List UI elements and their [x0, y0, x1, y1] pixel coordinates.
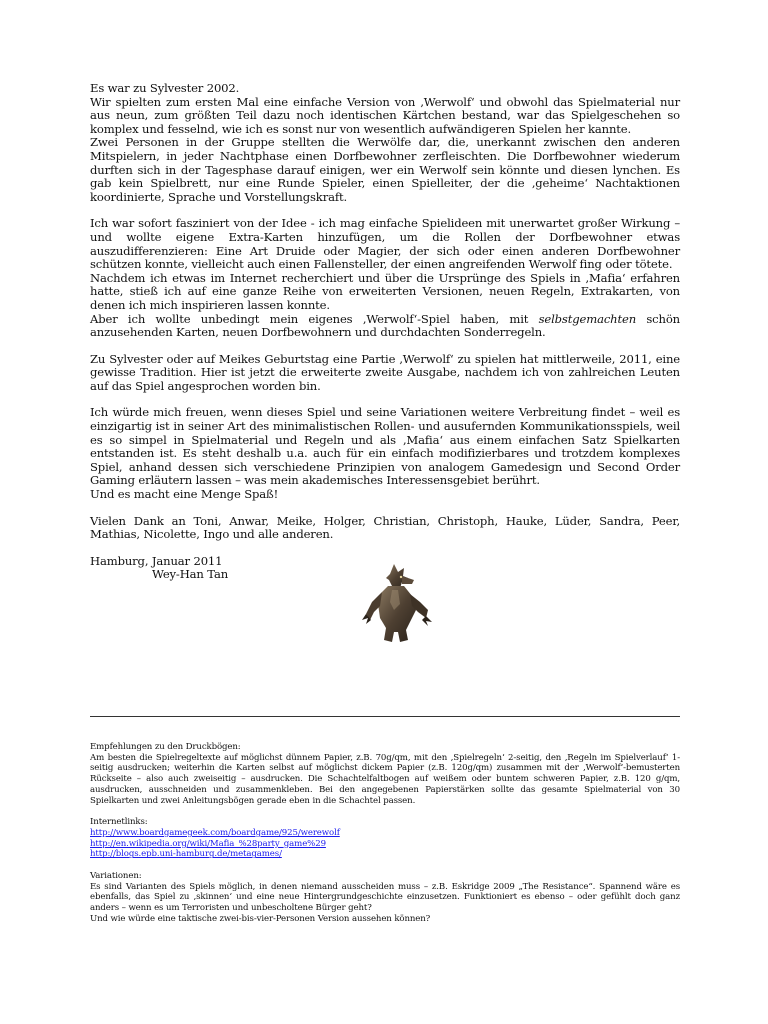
- own-game-text-b: schön anzusehenden Karten, neuen Dorfbewohnern und durchdachten Sonderregeln.: [90, 311, 680, 340]
- intro-line: Es war zu Sylvester 2002.: [90, 81, 240, 95]
- own-game-paragraph: [90, 313, 680, 340]
- thanks-paragraph: Vielen Dank an Toni, Anwar, Meike, Holger, Christian, Christoph, Hauke, Lüder, Sandra, Peer, Mathias, Nicolette, Ingo und alle anderen.: [90, 513, 680, 542]
- link-wikipedia[interactable]: http://en.wikipedia.org/wiki/Mafia_%28party_game%29: [90, 838, 326, 849]
- own-game-text-a: Aber ich wollte unbedingt mein eigenes ‚Werwolf‘-Spiel haben, mit: [90, 311, 539, 326]
- own-game-italic: selbstgemachten: [538, 311, 637, 326]
- fun-line: Und es macht eine Menge Spaß!: [90, 487, 279, 502]
- print-title: Empfehlungen zu den Druckbögen:: [90, 742, 241, 752]
- distribution-paragraph: Ich würde mich freuen, wenn dieses Spiel und seine Variationen weitere Verbreitung findet – weil es einzigartig ist in seiner Art des minimalistischen Rollen- und ausufernden Kommunikationsspiels, weil es so simpel in Spielmaterial und Regeln und als ‚Mafia‘ aus einem einfachen Satz Spielkarten entstanden ist. Es steht deshalb u.a. auch für ein einfach modifizierbares und trotzdem komplexes Spiel, anhand dessen sich verschiedene Prinzipien von analogem Gamedesign und Second Order Gaming erläutern lassen – was mein akademisches Interessensgebiet berührt.: [90, 405, 680, 488]
- variations-text: Es sind Varianten des Spiels möglich, in denen niemand ausscheiden muss – z.B. Eskridge 2009 „The Resistance“. Spannend wäre es ebenfalls, das Spiel zu ‚skinnen‘ und eine neue Hintergrundgeschichte einzusetzen. Funktioniert es ebenso – oder gefühlt doch ganz anders – wenn es um Terroristen und unbescholtene Bürger geht?: [90, 881, 680, 914]
- letter-body: [90, 82, 680, 582]
- footer-notes: [90, 742, 680, 925]
- link-metagames-blog[interactable]: http://blogs.epb.uni-hamburg.de/metagames/: [90, 849, 282, 860]
- print-recommendations: Am besten die Spielregeltexte auf möglichst dünnem Papier, z.B. 70g/qm, mit den ‚Spielregeln‘ 2-seitig, den ‚Regeln im Spielverlauf‘ 1-seitig ausdrucken; weiterhin die Karten selbst auf möglichst dickem Papier (z.B. 120g/qm) zusammen mit der ‚Werwolf‘-bemusterten Rückseite – also auch zweiseitig – ausdrucken. Die Schachtelfaltbogen auf weißem oder buntem schweren Papier, z.B. 120 g/qm, ausdrucken, ausschneiden und zusammenkleben. Bei den angegebenen Papierstärken sollte das gesamte Spielmaterial von 30 Spielkarten und zwei Anleitungsbögen gerade eben in die Schachtel passen.: [90, 752, 680, 806]
- tradition-paragraph: Zu Sylvester oder auf Meikes Geburtstag eine Partie ‚Werwolf‘ zu spielen hat mittlerweile, 2011, eine gewisse Tradition. Hier ist jetzt die erweiterte zweite Ausgabe, nachdem ich von zahlreichen Leuten auf das Spiel angesprochen worden bin.: [90, 351, 680, 393]
- author-name: Wey-Han Tan: [152, 567, 229, 582]
- links-title: Internetlinks:: [90, 817, 148, 828]
- footer-divider: [90, 716, 680, 717]
- werewolf-figurine-icon: [356, 560, 438, 646]
- intro-paragraph: Wir spielten zum ersten Mal eine einfache Version von ‚Werwolf‘ und obwohl das Spielmaterial nur aus neun, zum größten Teil dazu noch identischen Kärtchen bestand, war das Spielgeschehen so komplex und fesselnd, wie ich es sonst nur von wesentlich aufwändigeren Spielen her kannte.: [90, 94, 680, 136]
- werewolf-description: Zwei Personen in der Gruppe stellten die Werwölfe dar, die, unerkannt zwischen den anderen Mitspielern, in jeder Nachtphase einen Dorfbewohner zerfleischten. Die Dorfbewohner wiederum durften sich in der Tagesphase darauf einigen, wer ein Werwolf sein könnte und diesen lynchen. Es gab kein Spielbrett, nur eine Runde Spieler, einen Spielleiter, der die ‚geheime‘ Nachtaktionen koordinierte, Sprache und Vorstellungskraft.: [90, 135, 680, 204]
- research-paragraph: Nachdem ich etwas im Internet recherchiert und über die Ursprünge des Spiels in ‚Mafia‘ erfahren hatte, stieß ich auf eine ganze Reihe von erweiterten Versionen, neuen Regeln, Extrakarten, von denen ich mich inspirieren lassen konnte.: [90, 270, 680, 312]
- variations-question: Und wie würde eine taktische zwei-bis-vier-Personen Version aussehen können?: [90, 913, 431, 924]
- variations-title: Variationen:: [90, 871, 142, 882]
- link-boardgamegeek[interactable]: http://www.boardgamegeek.com/boardgame/925/werewolf: [90, 827, 340, 838]
- fascination-paragraph: Ich war sofort fasziniert von der Idee - ich mag einfache Spielideen mit unerwartet großer Wirkung – und wollte eigene Extra-Karten hinzufügen, um die Rollen der Dorfbewohner etwas auszudifferenzieren: Eine Art Druide oder Magier, der sich oder einen anderen Dorfbewohner schützen konnte, vielleicht auch einen Fallensteller, der einen angreifenden Werwolf fing oder tötete.: [90, 216, 680, 272]
- place-date: Hamburg, Januar 2011: [90, 553, 223, 568]
